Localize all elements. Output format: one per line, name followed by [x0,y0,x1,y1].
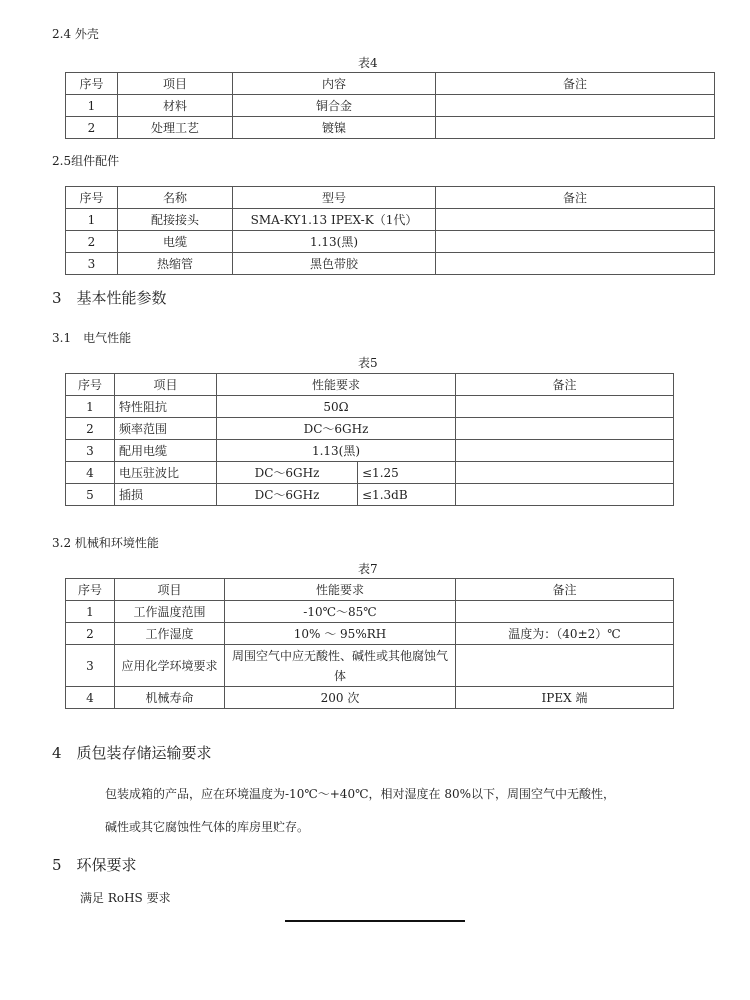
table-cell: 2 [66,117,118,139]
table-cell: 2 [66,623,115,645]
table-cell: DC～6GHz [217,418,456,440]
table-cell: 备注 [456,579,674,601]
table-cell [436,231,715,253]
table-cell: 1 [66,209,118,231]
table-cell: DC～6GHz [217,484,358,506]
table-cell: 3 [66,253,118,275]
table-header-row [66,187,715,209]
table-cell: 特性阻抗 [115,396,217,418]
table-cell: 工作湿度 [115,623,225,645]
table-cell: 4 [66,687,115,709]
table-cell [456,462,674,484]
table-cell: 名称 [118,187,233,209]
section-heading-5: 5 环保要求 [52,856,137,874]
table-cell: 黑色带胶 [233,253,436,275]
table-cell: 项目 [115,374,217,396]
table-cell: 性能要求 [225,579,456,601]
end-rule [285,920,465,922]
table-4-housing [65,72,715,139]
table-row [66,209,715,231]
table-row [66,253,715,275]
table-cell: 材料 [118,95,233,117]
table-cell: 1.13(黑) [217,440,456,462]
table-cell: 序号 [66,374,115,396]
section-heading-3-2: 3.2 机械和环境性能 [52,536,159,550]
table-cell: 备注 [456,374,674,396]
table-cell: 50Ω [217,396,456,418]
table-cell: 10% ～ 95%RH [225,623,456,645]
table-cell [436,209,715,231]
table-cell: 项目 [115,579,225,601]
table-cell: 机械寿命 [115,687,225,709]
table-cell: SMA-KY1.13 IPEX-K（1代） [233,209,436,231]
table-cell: 配接接头 [118,209,233,231]
table-cell: 5 [66,484,115,506]
rohs-text: 满足 RoHS 要求 [80,891,171,905]
table-row [66,95,715,117]
table-row [66,484,674,506]
table-row [66,645,674,687]
table-cell: 1 [66,95,118,117]
section-heading-3: 3 基本性能参数 [52,289,167,307]
table-row [66,440,674,462]
table-cell: 1.13(黑) [233,231,436,253]
table-cell: 备注 [436,73,715,95]
storage-paragraph-line-1: 包装成箱的产品，应在环境温度为-10℃～+40℃，相对湿度在 80%以下，周围空气中无酸性， [105,787,615,801]
table-cell: 周围空气中应无酸性、碱性或其他腐蚀气体 [225,645,456,687]
table-cell: 序号 [66,73,118,95]
table-cell: 应用化学环境要求 [115,645,225,687]
table-cell: 性能要求 [217,374,456,396]
table-cell [456,484,674,506]
table-cell: 电压驻波比 [115,462,217,484]
section-heading-2-4: 2.4 外壳 [52,27,99,41]
table-cell: 处理工艺 [118,117,233,139]
table-header-row [66,73,715,95]
section-heading-2-5: 2.5组件配件 [52,154,120,168]
table-row [66,117,715,139]
table-5-caption: 表5 [358,356,378,370]
table-cell: DC～6GHz [217,462,358,484]
table-cell [436,95,715,117]
table-cell [456,418,674,440]
table-cell [456,440,674,462]
table-row [66,231,715,253]
table-cell: 2 [66,418,115,440]
table-row [66,462,674,484]
table-cell [456,645,674,687]
table-7-mechanical [65,578,674,709]
table-row [66,418,674,440]
table-5-electrical [65,373,674,506]
table-cell: IPEX 端 [456,687,674,709]
table-parts [65,186,715,275]
table-cell: 1 [66,396,115,418]
table-cell: 4 [66,462,115,484]
table-cell: 温度为：（40±2）℃ [456,623,674,645]
table-cell: 配用电缆 [115,440,217,462]
table-cell: 2 [66,231,118,253]
table-cell: -10℃～85℃ [225,601,456,623]
section-heading-3-1: 3.1 电气性能 [52,331,132,345]
section-heading-4: 4 质包装存储运输要求 [52,744,212,762]
table-cell: 热缩管 [118,253,233,275]
table-cell: 电缆 [118,231,233,253]
table-header-row [66,374,674,396]
table-row [66,623,674,645]
table-cell: 铜合金 [233,95,436,117]
table-cell: 200 次 [225,687,456,709]
table-cell: 备注 [436,187,715,209]
table-cell: 内容 [233,73,436,95]
table-cell [436,117,715,139]
table-header-row [66,579,674,601]
table-cell: 1 [66,601,115,623]
table-cell: 插损 [115,484,217,506]
storage-paragraph-line-2: 碱性或其它腐蚀性气体的库房里贮存。 [105,820,310,834]
table-row [66,396,674,418]
table-cell: ≤1.3dB [358,484,456,506]
table-row [66,601,674,623]
table-cell: 3 [66,645,115,687]
table-cell: 3 [66,440,115,462]
table-cell: 型号 [233,187,436,209]
table-cell [456,601,674,623]
table-cell: 项目 [118,73,233,95]
table-4-caption: 表4 [358,56,378,70]
table-cell [456,396,674,418]
table-7-caption: 表7 [358,562,378,576]
table-cell: 镀镍 [233,117,436,139]
table-cell: 频率范围 [115,418,217,440]
table-row [66,687,674,709]
table-cell: ≤1.25 [358,462,456,484]
table-cell: 序号 [66,187,118,209]
table-cell: 工作温度范围 [115,601,225,623]
table-cell: 序号 [66,579,115,601]
table-cell [436,253,715,275]
